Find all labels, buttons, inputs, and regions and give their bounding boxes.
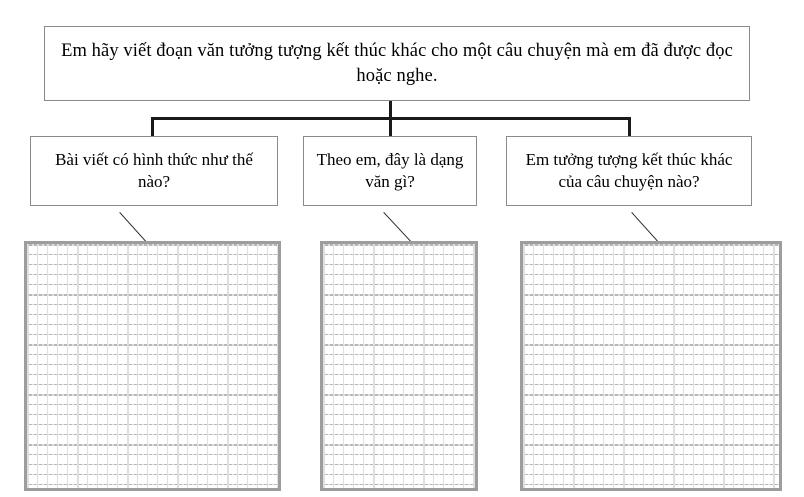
question-text-3: Em tưởng tượng kết thúc khác của câu chuyện nào?: [525, 149, 733, 191]
prompt-text: Em hãy viết đoạn văn tưởng tượng kết thúc khác cho một câu chuyện mà em đã được đọc hoặc nghe.: [61, 41, 733, 86]
question-box-3: [506, 136, 752, 206]
leader-line-1: [119, 212, 147, 243]
connector-drop-right: [628, 117, 631, 137]
connector-drop-left: [151, 117, 154, 137]
leader-line-3: [631, 212, 659, 243]
grid-lines-3: [523, 244, 779, 488]
question-box-1: [30, 136, 278, 206]
prompt-box: [44, 26, 750, 101]
grid-lines-1: [27, 244, 278, 488]
question-box-2: [303, 136, 477, 206]
question-text-2: Theo em, đây là dạng văn gì?: [316, 149, 464, 191]
question-text-1: Bài viết có hình thức như thế nào?: [55, 149, 253, 191]
connector-drop-middle: [389, 117, 392, 137]
answer-grid-1[interactable]: [24, 241, 281, 491]
answer-grid-2[interactable]: [320, 241, 478, 491]
grid-lines-2: [323, 244, 475, 488]
answer-grid-3[interactable]: [520, 241, 782, 491]
leader-line-2: [383, 212, 412, 243]
